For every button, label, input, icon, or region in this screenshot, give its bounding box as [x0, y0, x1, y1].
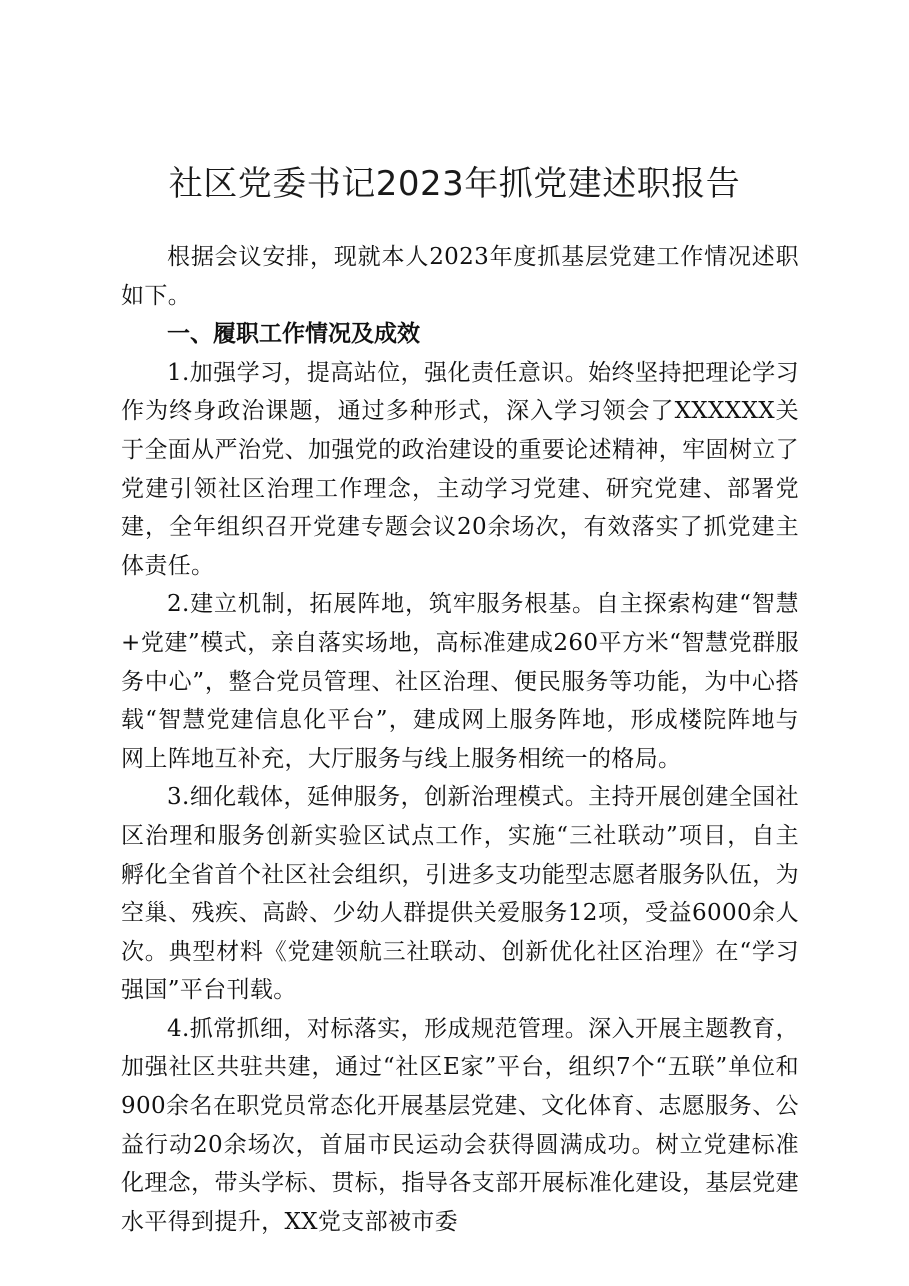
paragraph-4: 4.抓常抓细，对标落实，形成规范管理。深入开展主题教育，加强社区共驻共建，通过“社区E家”平台，组织7个“五联”单位和900余名在职党员常态化开展基层党建、文化体育、志愿服务、公益行动20余场次，首届市民运动会获得圆满成功。树立党建标准化理念，带头学标、贯标，指导各支部开展标准化建设，基层党建水平得到提升，XX党支部被市委 [121, 1015, 799, 1235]
paragraph-1: 1.加强学习，提高站位，强化责任意识。始终坚持把理论学习作为终身政治课题，通过多种形式，深入学习领会了XXXXXX关于全面从严治党、加强党的政治建设的重要论述精神，牢固树立了党建引领社区治理工作理念，主动学习党建、研究党建、部署党建，全年组织召开党建专题会议20余场次，有效落实了抓党建主体责任。 [121, 359, 799, 579]
document-title: 社区党委书记2023年抓党建述职报告 [168, 164, 741, 204]
section-heading: 一、履职工作情况及成效 [167, 321, 420, 348]
document-body [121, 238, 799, 1241]
paragraph-3: 3.细化载体，延伸服务，创新治理模式。主持开展创建全国社区治理和服务创新实验区试点工作，实施“三社联动”项目，自主孵化全省首个社区社会组织，引进多支功能型志愿者服务队伍，为空巢、残疾、高龄、少幼人群提供关爱服务12项，受益6000余人次。典型材料《党建领航三社联动、创新优化社区治理》在“学习强国”平台刊载。 [121, 784, 799, 1004]
intro-paragraph: 根据会议安排，现就本人2023年度抓基层党建工作情况述职如下。 [121, 244, 799, 309]
paragraph-2: 2.建立机制，拓展阵地，筑牢服务根基。自主探索构建“智慧+党建”模式，亲自落实场地，高标准建成260平方米“智慧党群服务中心”，整合党员管理、社区治理、便民服务等功能，为中心搭载“智慧党建信息化平台”，建成网上服务阵地，形成楼院阵地与网上阵地互补充，大厅服务与线上服务相统一的格局。 [121, 591, 799, 772]
